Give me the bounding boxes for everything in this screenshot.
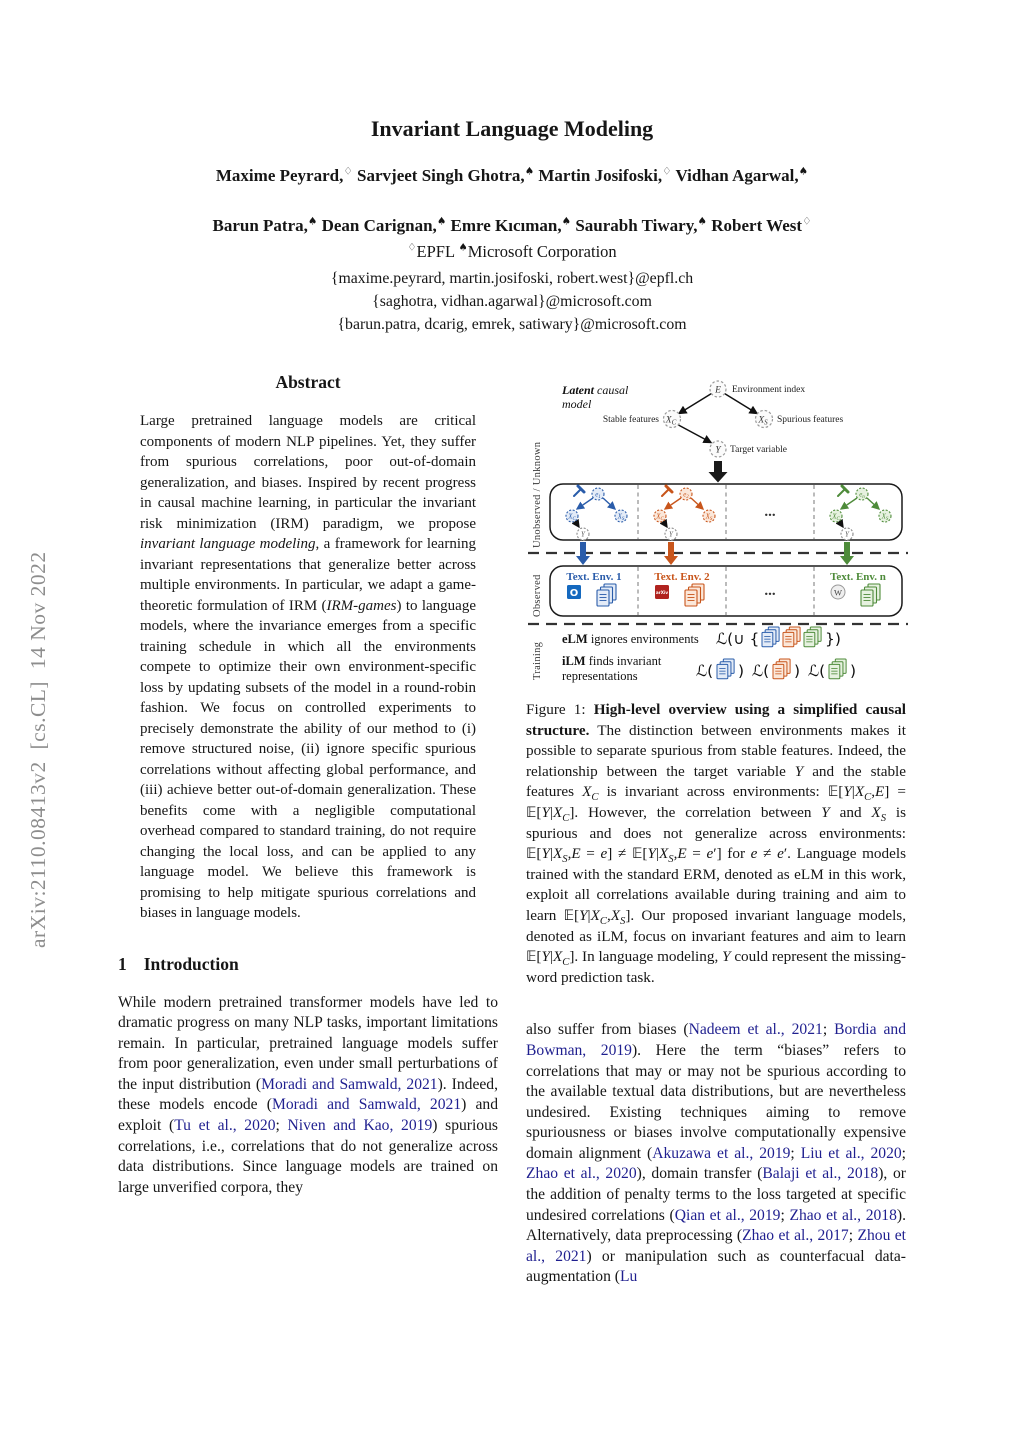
svg-text:O: O <box>569 588 579 599</box>
svg-text:Stable features: Stable features <box>602 415 659 425</box>
svg-text:}): }) <box>825 630 841 648</box>
svg-text:E: E <box>715 385 721 396</box>
side-label-observed: Observed <box>532 574 543 617</box>
affiliation-line: ♢EPFL ♠Microsoft Corporation <box>407 242 617 261</box>
figure-side-labels <box>532 441 543 680</box>
citation-link[interactable]: 2021 <box>429 1096 462 1114</box>
svg-text:XC: $X_C$ <box>568 512 576 522</box>
author-line-1: Maxime Peyrard,♢ Sarvjeet Singh Ghotra,♠ Martin Josifoski,♢ Vidhan Agarwal,♠ <box>215 165 809 185</box>
ellipsis: ... <box>764 583 776 599</box>
figure-1 <box>526 376 906 684</box>
svg-text:model: model <box>562 397 592 411</box>
svg-text:en: $e_n$ <box>859 490 865 500</box>
side-label-unobserved: Unobserved / Unknown <box>532 441 543 548</box>
svg-text:): ) <box>738 662 745 680</box>
env-causal-graph-2 <box>654 486 715 540</box>
citation-link[interactable]: Zhao et al., 2020 <box>526 1165 637 1183</box>
figure-caption: Figure 1: High-level overview using a simplified causal structure. The distinction between environments makes it possible to separate spurious from stable features. Indeed, the relationship between the target variable Y and the stable features $X_C$ is invariant across environments: $𝔼[Y|X_C,E]$ = $𝔼[Y|X_C]$. However, the correlation between Y and $X_S$ is spurious and does not generalize across environments: $𝔼[Y|X_S,E = e]$ ≠ $𝔼[Y|X_S,E = e']$ for e ≠ e′. Language models trained with the standard ERM, denoted as eLM in this work, exploit all correlations available during training and aim to learn $𝔼[Y|X_C,X_S]$. Our proposed invariant language models, denoted as iLM, focus on invariant features and aim to learn $𝔼[Y|X_C]$. In language modeling, Y could represent the missing-word prediction task. <box>526 701 907 986</box>
doc-stack-icon <box>762 627 779 647</box>
paper-title: Invariant Language Modeling <box>370 116 654 141</box>
paper-header <box>0 0 1024 336</box>
svg-text:ℒ(∪ {: ℒ(∪ { <box>716 630 760 648</box>
env-label-n: Text. Env. n <box>830 571 886 583</box>
svg-text:XS: $X_S$ <box>881 512 889 522</box>
svg-text:ℒ(: ℒ( <box>808 662 826 680</box>
env-causal-graph-3 <box>830 486 891 540</box>
two-column-body <box>118 366 906 1288</box>
email-line-3: {barun.patra, dcarig, emrek, satiwary}@microsoft.com <box>337 316 687 333</box>
doc-stack-icon <box>829 659 846 679</box>
citation-link[interactable]: Lu <box>619 1268 638 1286</box>
svg-text:Environment index: Environment index <box>732 385 806 395</box>
intro-paragraph: While modern pretrained transformer models have led to dramatic progress on many NLP tasks, important limitations remain. In particular, pretrained language models suffer from poor generalization, even under small perturbations of the input distribution (Moradi and Samwald, 2021). Indeed, these models encode (Moradi and Samwald, 2021) and exploit (Tu et al., 2020; Niven and Kao, 2019) spurious correlations, i.e., correlations that do not generalize across data distributions. Since language models are trained on large unverified corpora, they <box>118 993 499 1196</box>
citation-link[interactable]: Zhou et al., 2021 <box>526 1227 906 1265</box>
citation-link[interactable]: 2021 <box>406 1075 438 1093</box>
svg-text:e2: $e_2$ <box>683 490 689 500</box>
citation-link[interactable]: Bordia and Bowman, 2019 <box>526 1021 907 1059</box>
wikipedia-icon <box>831 585 845 599</box>
doc-stack-icon <box>861 584 880 606</box>
observed-box <box>550 566 902 616</box>
citation-link[interactable]: , <box>397 1075 407 1093</box>
email-line-2: {saghotra, vidhan.agarwal}@microsoft.com <box>372 293 652 310</box>
doc-stack-icon <box>717 659 734 679</box>
doc-stack-icon <box>783 627 800 647</box>
svg-text:): ) <box>850 662 857 680</box>
section-title: Introduction <box>143 953 239 974</box>
svg-text:): ) <box>794 662 801 680</box>
side-label-training: Training <box>532 641 543 680</box>
doc-stack-icon <box>804 627 821 647</box>
doc-stack-icon <box>685 584 704 606</box>
abstract-heading: Abstract <box>275 372 341 392</box>
svg-text:XC: $X_C$ <box>832 512 840 522</box>
big-down-arrow <box>709 461 728 483</box>
section-heading-introduction <box>118 954 498 975</box>
citation-link[interactable]: , <box>416 1096 430 1114</box>
citation-link[interactable]: Tu et al., 2020 <box>174 1117 276 1135</box>
training-section <box>562 627 856 683</box>
svg-text:XS: $X_S$ <box>617 512 625 522</box>
section-number: 1 <box>118 953 127 974</box>
citation-link[interactable]: Moradi and Samwald <box>261 1075 398 1093</box>
citation-link[interactable]: Zhao et al., 2018 <box>789 1206 897 1224</box>
svg-text:Spurious features: Spurious features <box>777 415 844 425</box>
svg-text:Latent causal: Latent causal <box>562 383 629 397</box>
intervention-hammer-icon <box>838 486 848 496</box>
svg-text:XS: $X_S$ <box>758 415 768 427</box>
elm-line: eLM ignores environments <box>562 632 699 646</box>
arxiv-icon <box>655 585 669 599</box>
svg-text:Target variable: Target variable <box>730 445 787 455</box>
right-column-paragraph: also suffer from biases (Nadeem et al., 2021; Bordia and Bowman, 2019). Here the term “biases” refers to correlations that may or may not be spurious according to the available textual data distributions, but are nevertheless undesired. Existing techniques aiming to remove spuriousness or biases involve computationally expensive domain alignment (Akuzawa et al., 2019; Liu et al., 2020; Zhao et al., 2020), domain transfer (Balaji et al., 2018), or the addition of penalty terms to the loss targeted at specific undesired correlations (Qian et al., 2019; Zhao et al., 2018). Alternatively, data preprocessing (Zhao et al., 2017; Zhou et al., 2021) or manipulation such as counterfacual data-augmentation (Lu <box>526 1021 907 1286</box>
right-column <box>526 366 906 1288</box>
svg-text:W: W <box>833 587 843 598</box>
figure-1-graphic <box>526 376 910 684</box>
ellipsis: ... <box>764 504 776 520</box>
ilm-line: iLM finds invariant <box>562 654 662 668</box>
citation-link[interactable]: Nadeem et al., 2021 <box>688 1021 823 1039</box>
latent-causal-dag <box>603 381 844 483</box>
author-line-2: Barun Patra,♠ Dean Carignan,♠ Emre Kıcıman,♠ Saurabh Tiwary,♠ Robert West♢ <box>212 215 812 235</box>
svg-text:XC: $X_C$ <box>656 512 664 522</box>
svg-text:XC: $X_C$ <box>665 415 677 427</box>
svg-text:Y: Y <box>669 530 673 539</box>
email-line-1: {maxime.peyrard, martin.josifoski, robert.west}@epfl.ch <box>330 270 694 287</box>
loss-formula-ilm <box>696 659 856 680</box>
env-causal-graph-1 <box>566 486 627 540</box>
citation-link[interactable]: Zhao et al., 2017 <box>742 1227 849 1245</box>
loss-formula-elm <box>716 627 841 648</box>
left-column <box>118 366 498 1288</box>
citation-link[interactable]: Moradi and Samwald <box>272 1096 417 1114</box>
citation-link[interactable]: Liu et al., 2020 <box>800 1144 902 1162</box>
outlook-icon <box>567 585 581 599</box>
svg-text:e1: $e_1$ <box>595 490 601 500</box>
ilm-line-2: representations <box>562 669 638 683</box>
svg-text:Y: Y <box>581 530 585 539</box>
svg-text:Y: Y <box>845 530 849 539</box>
citation-link[interactable]: Balaji et al., 2018 <box>762 1165 879 1183</box>
doc-stack-icon <box>773 659 790 679</box>
doc-stack-icon <box>597 584 616 606</box>
env-label-2: Text. Env. 2 <box>654 571 710 583</box>
intervention-hammer-icon <box>662 486 672 496</box>
abstract-text: Large pretrained language models are critical components of modern NLP pipelines. Yet, they suffer from spurious correlations, poor out-of-domain generalization, and biases. Inspired by recent progress in causal machine learning, in particular the invariant risk minimization (IRM) paradigm, we propose invariant language modeling, a framework for learning invariant representations that generalize better across multiple environments. In particular, we adapt a game-theoretic formulation of IRM (IRM-games) to language models, where the invariance emerges from a specific training schedule in which all the environments compete to optimize their own environment-specific loss by updating subsets of the model in a round-robin fashion. We focus on controlled experiments to precisely demonstrate the ability of our method to (i) remove structured noise, (ii) ignore specific spurious correlations without affecting global performance, and (iii) achieve better out-of-domain generalization. These benefits come with a negligible computational overhead compared to standard training, do not require changing the local loss, and can be applied to any language model. We believe this framework is promising to help mitigate spurious correlations and biases in language models. <box>140 413 476 921</box>
svg-text:Y: Y <box>715 445 721 456</box>
citation-link[interactable]: Niven and Kao, 2019 <box>287 1117 433 1135</box>
arxiv-watermark: arXiv:2110.08413v2 [cs.CL] 14 Nov 2022 <box>26 551 50 949</box>
latent-model-label <box>561 383 629 411</box>
svg-text:arXiv: arXiv <box>655 590 669 595</box>
svg-text:ℒ(: ℒ( <box>752 662 770 680</box>
citation-link[interactable]: Qian et al., 2019 <box>674 1206 781 1224</box>
svg-text:XS: $X_S$ <box>705 512 713 522</box>
svg-text:ℒ(: ℒ( <box>696 662 714 680</box>
intervention-hammer-icon <box>574 486 584 496</box>
citation-link[interactable]: Akuzawa et al., 2019 <box>652 1144 791 1162</box>
environments-box <box>550 484 902 540</box>
env-label-1: Text. Env. 1 <box>566 571 622 583</box>
